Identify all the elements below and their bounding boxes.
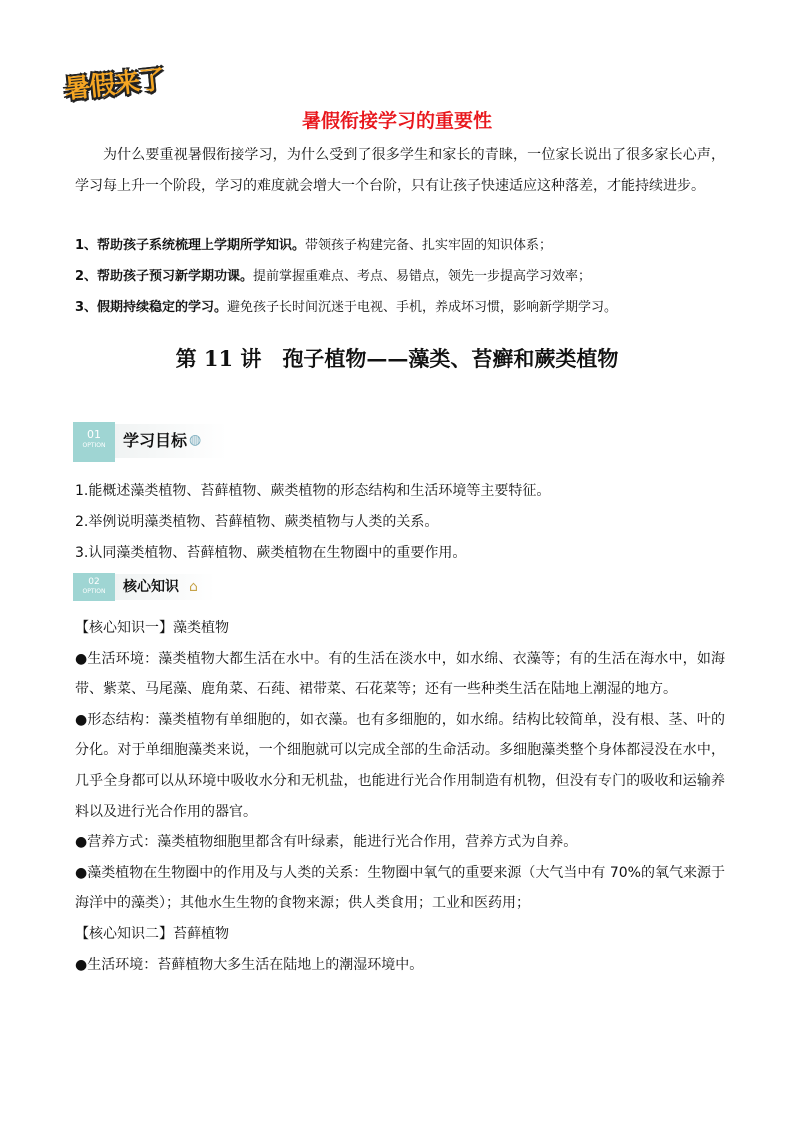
section-number (73, 422, 115, 462)
section-option-label: OPTION (82, 588, 106, 595)
section-option-label: OPTION (82, 442, 106, 449)
section-banner-objectives (73, 422, 233, 462)
section-label: 学习目标 (115, 424, 227, 458)
section-number-value: 01 (87, 428, 101, 441)
knowledge-paragraph: ●形态结构：藻类植物有单细胞的，如衣藻。也有多细胞的，如水绵。结构比较简单，没有根、茎、叶的分化。对于单细胞藻类来说，一个细胞就可以完成全部的生命活动。多细胞藻类整个身体都浸没在水中，几乎全身都可以从环境中吸收水分和无机盐，也能进行光合作用制造有机物，但没有专门的吸收和运输养料以及进行光合作用的器官。 (75, 711, 725, 820)
section-number (73, 573, 115, 601)
objective-2: 2.举例说明藻类植物、苔藓植物、蕨类植物与人类的关系。 (75, 514, 439, 530)
point-1-text: 带领孩子构建完备、扎实牢固的知识体系； (305, 238, 553, 253)
point-2 (75, 267, 755, 287)
section-number-value: 02 (88, 577, 100, 587)
knowledge-body (75, 613, 725, 980)
point-3-bold: 3、假期持续稳定的学习。 (75, 300, 228, 315)
globe-icon: ◍ (189, 432, 202, 448)
page-title: 暑假衔接学习的重要性 (301, 110, 492, 132)
point-1-bold: 1、帮助孩子系统梳理上学期所学知识。 (75, 238, 306, 253)
point-1 (75, 236, 755, 256)
knowledge-paragraph: ●营养方式：藻类植物细胞里都含有叶绿素，能进行光合作用，营养方式为自养。 (75, 834, 578, 851)
objective-1: 1.能概述藻类植物、苔藓植物、蕨类植物的形态结构和生活环境等主要特征。 (75, 483, 551, 499)
point-3-text: 避免孩子长时间沉迷于电视、手机，养成坏习惯，影响新学期学习。 (227, 300, 618, 315)
intro-text: 为什么要重视暑假衔接学习，为什么受到了很多学生和家长的青睐，一位家长说出了很多家长心声，学习每上升一个阶段，学习的难度就会增大一个台阶，只有让孩子快速适应这种落差，才能持续进步。 (75, 147, 725, 194)
knowledge-heading-2: 【核心知识二】苔藓植物 (75, 925, 229, 942)
point-2-bold: 2、帮助孩子预习新学期功课。 (75, 269, 254, 284)
section-label: 核心知识 (115, 574, 215, 600)
point-2-text: 提前掌握重难点、考点、易错点，领先一步提高学习效率； (253, 269, 592, 284)
logo-text: 暑假来了 (62, 64, 166, 106)
knowledge-heading-1: 【核心知识一】藻类植物 (75, 620, 229, 636)
knowledge-paragraph: ●生活环境：藻类植物大都生活在水中。有的生活在淡水中，如水绵、衣藻等；有的生活在海水中，如海带、紫菜、马尾藻、鹿角菜、石莼、裙带菜、石花菜等；还有一些种类生活在陆地上潮湿的地方。 (75, 650, 725, 698)
section-banner-knowledge (73, 573, 213, 601)
knowledge-paragraph: ●生活环境：苔藓植物大多生活在陆地上的潮湿环境中。 (75, 956, 424, 973)
lesson-title: 第 11 讲 孢子植物——藻类、苔癣和蕨类植物 (175, 346, 619, 371)
objective-3: 3.认同藻类植物、苔藓植物、蕨类植物在生物圈中的重要作用。 (75, 545, 467, 561)
intro-paragraph (75, 140, 725, 202)
house-icon: ⌂ (189, 579, 198, 595)
point-3 (75, 298, 755, 318)
knowledge-paragraph: ●藻类植物在生物圈中的作用及与人类的关系：生物圈中氧气的重要来源（大气当中有 70%的氧气来源于海洋中的藻类）；其他水生生物的食物来源；供人类食用；工业和医药用； (75, 864, 725, 912)
